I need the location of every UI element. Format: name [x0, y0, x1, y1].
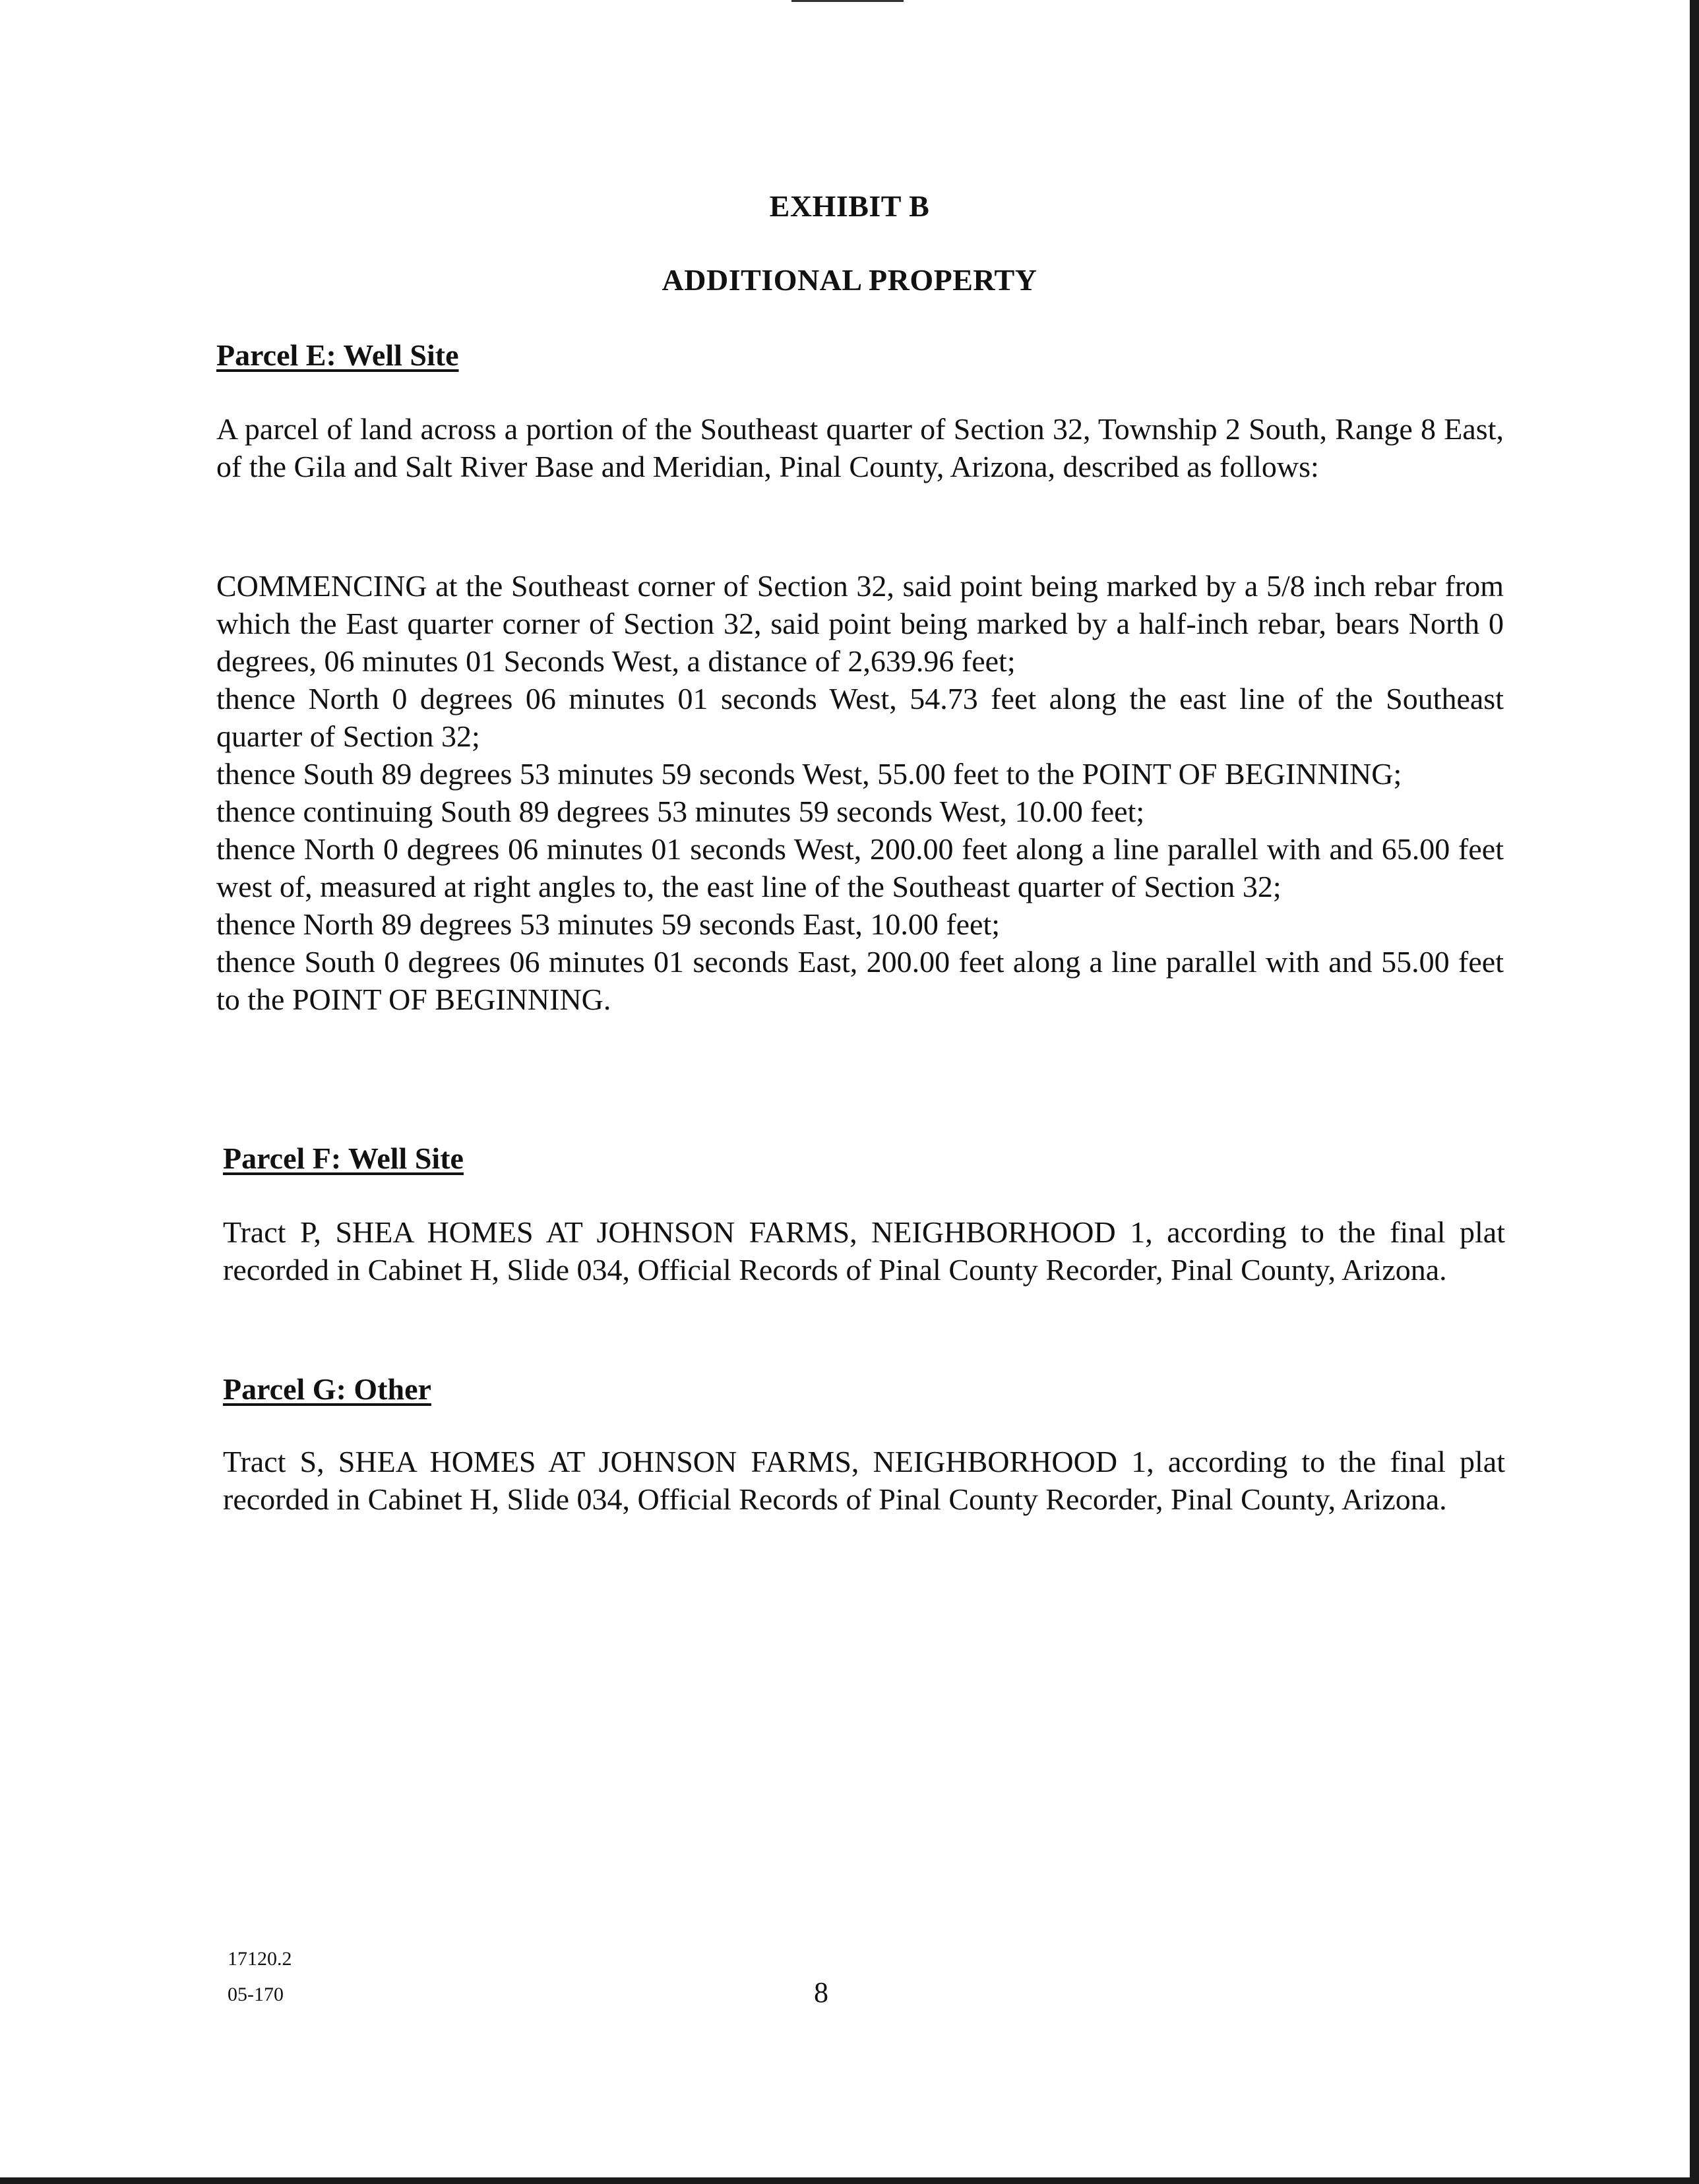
doc-code-2: 05-170	[228, 1984, 284, 2005]
legal-course: thence South 0 degrees 06 minutes 01 seconds East, 200.00 feet along a line parallel with and 55.00 feet to the POINT OF BEGINNING.	[216, 945, 1504, 1016]
parcel-g-text: Tract S, SHEA HOMES AT JOHNSON FARMS, NEIGHBORHOOD 1, according to the final plat recorded in Cabinet H, Slide 034, Official Records of Pinal County Recorder, Pinal County, Arizona.	[223, 1445, 1505, 1516]
exhibit-title: EXHIBIT B	[769, 189, 930, 223]
parcel-e-heading: Parcel E: Well Site	[216, 338, 459, 372]
doc-code-1: 17120.2	[228, 1948, 292, 1970]
parcel-e-legal-description	[216, 567, 1504, 1018]
legal-course: thence North 89 degrees 53 minutes 59 seconds East, 10.00 feet;	[216, 907, 1001, 941]
parcel-g-heading: Parcel G: Other	[223, 1372, 431, 1406]
legal-course: thence continuing South 89 degrees 53 minutes 59 seconds West, 10.00 feet;	[216, 795, 1145, 828]
legal-course: thence North 0 degrees 06 minutes 01 seconds West, 54.73 feet along the east line of the Southeast quarter of Section 32;	[216, 682, 1504, 753]
exhibit-subtitle: ADDITIONAL PROPERTY	[662, 263, 1037, 297]
legal-course: thence South 89 degrees 53 minutes 59 seconds West, 55.00 feet to the POINT OF BEGINNING;	[216, 757, 1402, 791]
scan-artifact-mark	[791, 0, 904, 2]
parcel-f-text: Tract P, SHEA HOMES AT JOHNSON FARMS, NEIGHBORHOOD 1, according to the final plat recorded in Cabinet H, Slide 034, Official Records of Pinal County Recorder, Pinal County, Arizona.	[223, 1215, 1505, 1287]
parcel-e-intro: A parcel of land across a portion of the Southeast quarter of Section 32, Township 2 South, Range 8 East, of the Gila and Salt River Base and Meridian, Pinal County, Arizona, described as follows:	[216, 412, 1504, 483]
legal-course: COMMENCING at the Southeast corner of Section 32, said point being marked by a 5/8 inch rebar from which the East quarter corner of Section 32, said point being marked by a half-inch rebar, bears North 0 degrees, 06 minutes 01 Seconds West, a distance of 2,639.96 feet;	[216, 569, 1504, 678]
legal-course: thence North 0 degrees 06 minutes 01 seconds West, 200.00 feet along a line parallel with and 65.00 feet west of, measured at right angles to, the east line of the Southeast quarter of Section 32;	[216, 832, 1504, 903]
parcel-f-heading: Parcel F: Well Site	[223, 1141, 464, 1175]
page-number: 8	[814, 1976, 828, 2009]
